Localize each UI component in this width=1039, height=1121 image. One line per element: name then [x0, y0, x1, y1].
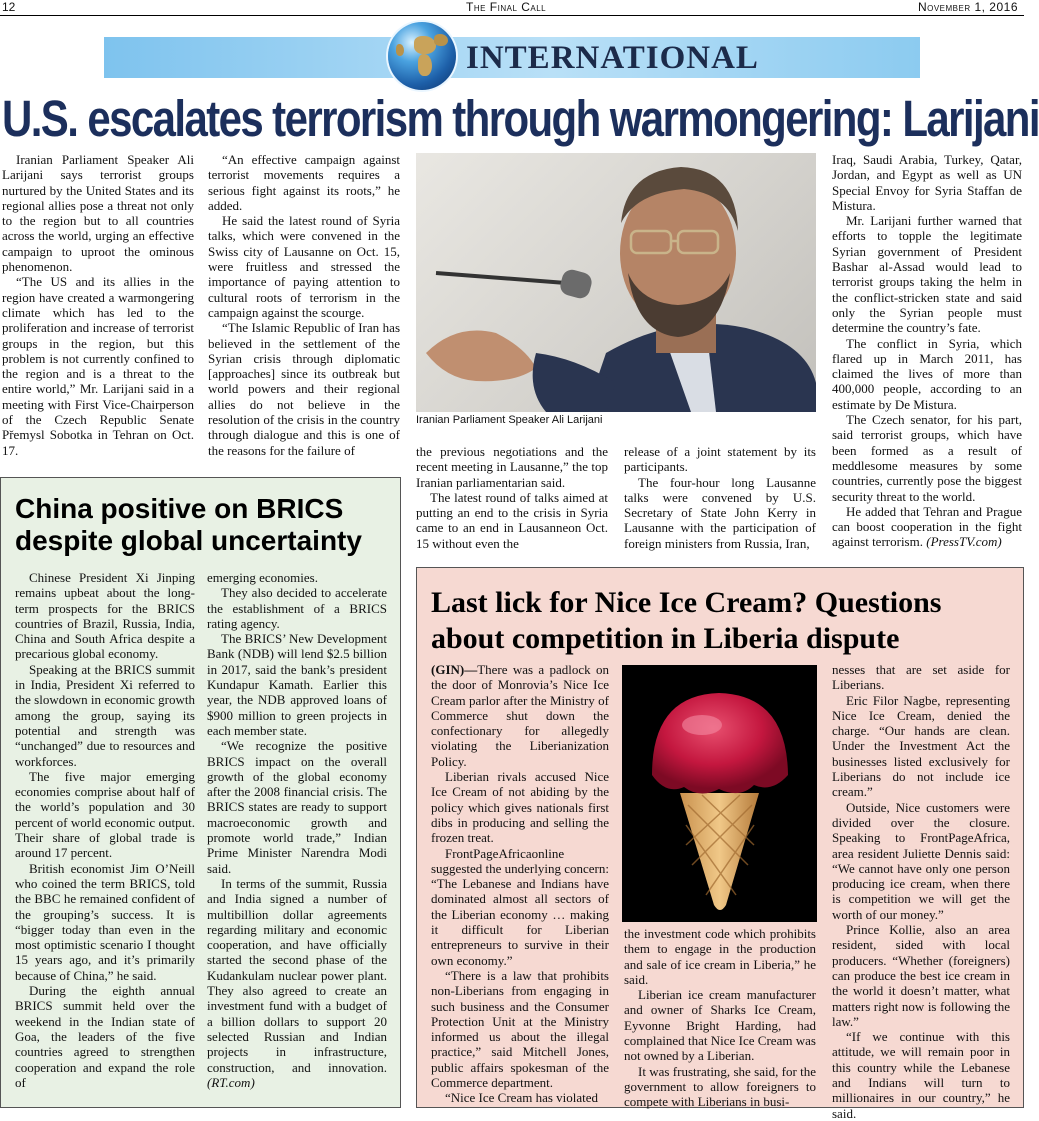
paragraph	[207, 876, 387, 1090]
issue-date: November 1, 2016	[917, 0, 1018, 14]
paragraph: Iranian Parliament Speaker Ali Larijani says terrorist groups nurtured by the United States and its regional allies pose a threat not only to the region but to all countries across the world, urging an effective campaign to uproot the ominous phenomenon.	[2, 152, 194, 275]
main-headline: U.S. escalates terrorism through warmongering: Larijani	[2, 89, 1039, 147]
larijani-col-2	[208, 152, 400, 458]
paragraph: Prince Kollie, also an area resident, sided with local producers. “Whether (foreigners) can produce the best ice cream in the world it doesn’t matter, what matters right now is following the law.”	[832, 922, 1010, 1029]
paragraph: They also decided to accelerate the establishment of a BRICS rating agency.	[207, 585, 387, 631]
paragraph: It was frustrating, she said, for the government to allow foreigners to compete with Liberians in busi-	[624, 1063, 816, 1110]
paragraph: FrontPageAfricaonline suggested the underlying concern: “The Lebanese and Indians have dominated almost all sectors of the Liberian economy … making it difficult for Liberian entrepreneurs to survive in their own economy.”	[431, 845, 609, 968]
larijani-col-3	[416, 444, 608, 551]
paragraph-text: He added that Tehran and Prague can boost cooperation in the fight against terrorism.	[832, 503, 1022, 550]
paragraph: “We recognize the positive BRICS impact on the overall growth of the global economy after the 2008 financial crisis. The BRICS states are ready to support macroeconomic growth and promote world trade,” Indian Prime Minister Narendra Modi said.	[207, 738, 387, 876]
paragraph	[832, 504, 1022, 550]
larijani-photo	[416, 153, 816, 412]
section-title: INTERNATIONAL	[466, 40, 759, 76]
speaker-illustration	[416, 153, 816, 412]
globe-icon	[388, 22, 456, 90]
page-number: 12	[2, 0, 16, 14]
paragraph: The four-hour long Lausanne talks were convened by U.S. Secretary of State John Kerry in Lausanne with the participation of foreign ministers from Russia, Iran,	[624, 474, 816, 551]
paragraph: Mr. Larijani further warned that efforts to topple the legitimate Syrian government of President Bashar al-Assad would lead to terrorist groups taking the helm in the conflict-stricken state and said only the Syrian people must determine the country’s fate.	[832, 213, 1022, 336]
paragraph: Eric Filor Nagbe, representing Nice Ice Cream, denied the charge. “Our hands are clean. Under the Investment Act the businesses listed exclusively for Liberians do not include ice cream.”	[832, 692, 1010, 800]
larijani-col-5	[832, 152, 1022, 550]
paragraph	[431, 662, 609, 769]
paragraph: Speaking at the BRICS summit in India, President Xi referred to the slowdown in economic growth among the group, saying its potential and strength was “unchanged” due to resources and workforces.	[15, 661, 195, 769]
paragraph: British economist Jim O’Neill who coined the term BRICS, told the BBC he remained confident of the grouping’s success. It is “bigger today than even in the most optimistic scenario I thought 15 years ago, and it’s primarily because of China,” he said.	[15, 860, 195, 983]
paragraph: The BRICS’ New Development Bank (NDB) will lend $2.5 billion in 2017, said the bank’s president Kundapur Kamath. Earlier this year, the NDB approved loans of $900 million to green projects in each member state.	[207, 631, 387, 738]
paragraph: The Czech senator, for his part, said terrorist groups, which have been formed as a result of meddlesome measures by some countries, currently pose the biggest security threat to the world.	[832, 412, 1022, 504]
icecream-photo	[622, 665, 817, 922]
paragraph: Chinese President Xi Jinping remains upbeat about the long-term prospects for the BRICS countries of Brazil, Russia, India, China and South Africa despite a precarious global economy.	[15, 570, 195, 662]
brics-col-2	[207, 570, 387, 1090]
paragraph: nesses that are set aside for Liberians.	[832, 662, 1010, 693]
paragraph: “Nice Ice Cream has violated	[445, 1090, 599, 1106]
paragraph: Liberian rivals accused Nice Ice Cream of not abiding by the policy which gives nationals first dibs in producing and selling the frozen treat.	[431, 769, 609, 846]
paragraph: “There is a law that prohibits non-Liberians from engaging in such business and the Consumer Protection Unit at the Ministry informed us about the illegal practice,” said Mitchell Jones, public affairs spokesman of the Commerce department.	[431, 967, 609, 1091]
source-credit: (RT.com)	[207, 1074, 255, 1090]
publication-name: The Final Call	[466, 0, 547, 14]
paragraph: The five major emerging economies comprise about half of the world’s population and 30 percent of world economic output. Their share of global trade is around 17 percent.	[15, 768, 195, 861]
running-head	[0, 0, 1024, 16]
brics-article-box	[0, 477, 401, 1108]
paragraph: The conflict in Syria, which flared up in March 2011, has claimed the lives of more than 400,000 people, according to an estimate by De Mistura.	[832, 335, 1022, 412]
icecream-col-2	[624, 926, 816, 1110]
paragraph-text: There was a padlock on the door of Monrovia’s Nice Ice Cream parlor after the Ministry of Commerce shut down the confectionary for allegedly violating the Liberianization Policy.	[431, 662, 609, 769]
brics-col-1	[15, 570, 195, 1090]
paragraph: During the eighth annual BRICS summit held over the weekend in the Indian state of Goa, the leaders of the five countries agreed to strengthen cooperation and expand the role of	[15, 983, 195, 1090]
paragraph: He said the latest round of Syria talks, which were convened in the Swiss city of Lausanne on Oct. 15, were fruitless and stressed the importance of paying attention to cultural roots of terrorism in the campaign against the scourge.	[208, 213, 400, 320]
larijani-col-1	[2, 152, 194, 458]
icecream-col-3	[832, 662, 1010, 1121]
photo-caption: Iranian Parliament Speaker Ali Larijani	[416, 414, 603, 426]
paragraph: release of a joint statement by its participants.	[624, 444, 816, 475]
paragraph: emerging economies.	[207, 570, 318, 585]
paragraph: The latest round of talks aimed at putting an end to the crisis in Syria came to an end in Lausanneon Oct. 15 without even the	[416, 489, 608, 551]
source-credit: (PressTV.com)	[926, 534, 1002, 550]
brics-headline: China positive on BRICS despite global uncertainty	[15, 493, 362, 556]
icecream-headline: Last lick for Nice Ice Cream? Questions about competition in Liberia dispute	[431, 586, 942, 655]
paragraph: Iraq, Saudi Arabia, Turkey, Qatar, Jordan, and Egypt as well as UN Special Envoy for Syria Staffan de Mistura.	[832, 152, 1022, 213]
icecream-cone-illustration	[622, 665, 817, 922]
paragraph: “The Islamic Republic of Iran has believed in the settlement of the Syrian crisis through diplomatic [approaches] since its outbreak but world powers and their regional allies do not believe in the resolution of the crisis in the country through dialogue and this is one of the reasons for the failure of	[208, 320, 400, 458]
paragraph: Outside, Nice customers were divided over the closure. Speaking to FrontPageAfrica, area resident Juliette Dennis said: “We cannot have only one person producing ice cream, when there is competition we will get the worth of our money.”	[832, 799, 1010, 922]
paragraph: Liberian ice cream manufacturer and owner of Sharks Ice Cream, Eyvonne Bright Harding, had complained that Nice Ice Cream was not owned by a Liberian.	[624, 987, 816, 1064]
icecream-col-1	[431, 662, 609, 1106]
paragraph: “The US and its allies in the region have created a warmongering climate which has led to the proliferation and increase of terrorist groups in the region, but this problem is not currently confined to the region and is a threat to the entire world,” Mr. Larijani said in a meeting with First Vice-Chairperson of the Czech Republic Senate Přemysl Sobotka in Tehran on Oct. 17.	[2, 274, 194, 458]
paragraph: the previous negotiations and the recent meeting in Lausanne,” the top Iranian parliamentarian said.	[416, 444, 608, 490]
paragraph: “An effective campaign against terrorist movements requires a serious fight against its roots,” he added.	[208, 152, 400, 213]
larijani-col-4	[624, 444, 816, 551]
paragraph: “If we continue with this attitude, we will remain poor in this country while the Lebanese and Indians will turn to millionaires in our country,” he said.	[832, 1029, 1010, 1121]
paragraph-text: In terms of the summit, Russia and India signed a number of multibillion dollar agreements regarding military and economic cooperation, and have officially started the second phase of the Kudankulam nuclear power plant. They also agreed to create an investment fund with a budget of a billion dollars to support 20 selected Russian and Indian projects in infrastructure, construction, and innovation.	[207, 875, 387, 1075]
paragraph: the investment code which prohibits them to engage in the production and sale of ice cream in Liberia,” he said.	[624, 926, 816, 987]
dateline: (GIN)—	[431, 662, 478, 677]
